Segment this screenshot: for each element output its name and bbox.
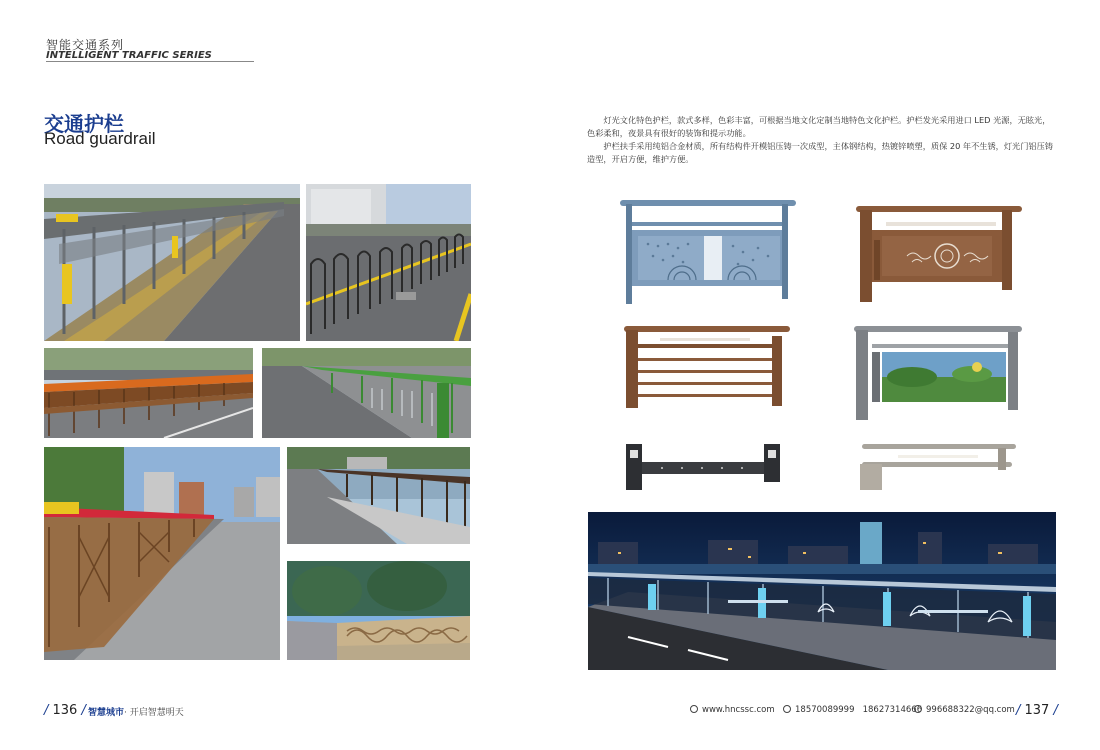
- footer-email-text: 996688322@qq.com: [926, 705, 1015, 715]
- section-title-en: Road guardrail: [44, 129, 156, 148]
- globe-icon: [690, 705, 698, 713]
- footer-phone-2: 18627314666: [862, 705, 923, 715]
- series-title-en: INTELLIGENT TRAFFIC SERIES: [46, 50, 212, 61]
- left-page-number: / 136 /: [44, 703, 86, 718]
- photo-grey-guardrail-street: [44, 184, 300, 341]
- photo-riverside-guardrail: [287, 447, 470, 544]
- product-silver-rail-guardrail: [858, 440, 1018, 492]
- photo-carved-guardrail-park: [287, 561, 470, 660]
- email-icon: [914, 705, 922, 713]
- footer-website-text: www.hncssc.com: [702, 705, 775, 715]
- footer-brand-name: 智慧城市: [88, 708, 125, 718]
- footer-brand: [88, 705, 184, 718]
- photo-night-light-guardrail: [588, 512, 1056, 670]
- series-title-cn: 智能交通系列: [46, 38, 125, 52]
- product-black-short-guardrail: [622, 440, 782, 496]
- photo-wooden-guardrail-flowers: [44, 348, 253, 438]
- product-description: [587, 114, 1057, 166]
- description-paragraph-1: 灯光文化特色护栏，款式多样，色彩丰富，可根据当地文化定制当地特色文化护栏。护栏发光采用进口 LED 光源，无眩光，色彩柔和，夜景具有很好的装饰和提示功能。: [587, 115, 1051, 138]
- description-paragraph-2: 护栏扶手采用纯铝合金材质，所有结构件开模铝压铸一次成型，主体钢结构，热镀锌喷塑，质保 20 年不生锈，灯光门铝压铸造型，开启方便，维护方便。: [587, 141, 1053, 164]
- footer-slogan: · 开启智慧明天: [124, 708, 184, 718]
- photo-street-flower-guardrail: [44, 447, 280, 660]
- footer-phones: [783, 705, 922, 715]
- product-bronze-medallion-guardrail: [852, 200, 1024, 304]
- header-divider: [46, 61, 254, 62]
- section-title-cn: 交通护栏: [44, 112, 124, 136]
- product-blue-light-guardrail: [618, 194, 798, 306]
- right-page-number-value: 137: [1024, 703, 1050, 718]
- photo-green-guardrail: [262, 348, 471, 438]
- footer-phone-1: 18570089999: [795, 705, 855, 715]
- left-page-number-value: 136: [52, 703, 78, 718]
- phone-icon: [783, 705, 791, 713]
- footer-email[interactable]: [914, 705, 1015, 715]
- photo-black-guardrail-road: [306, 184, 471, 341]
- footer-website[interactable]: [690, 705, 775, 715]
- product-bronze-bar-guardrail: [620, 322, 794, 410]
- product-grey-landscape-guardrail: [852, 322, 1024, 420]
- right-page-number: / 137 /: [1016, 703, 1058, 718]
